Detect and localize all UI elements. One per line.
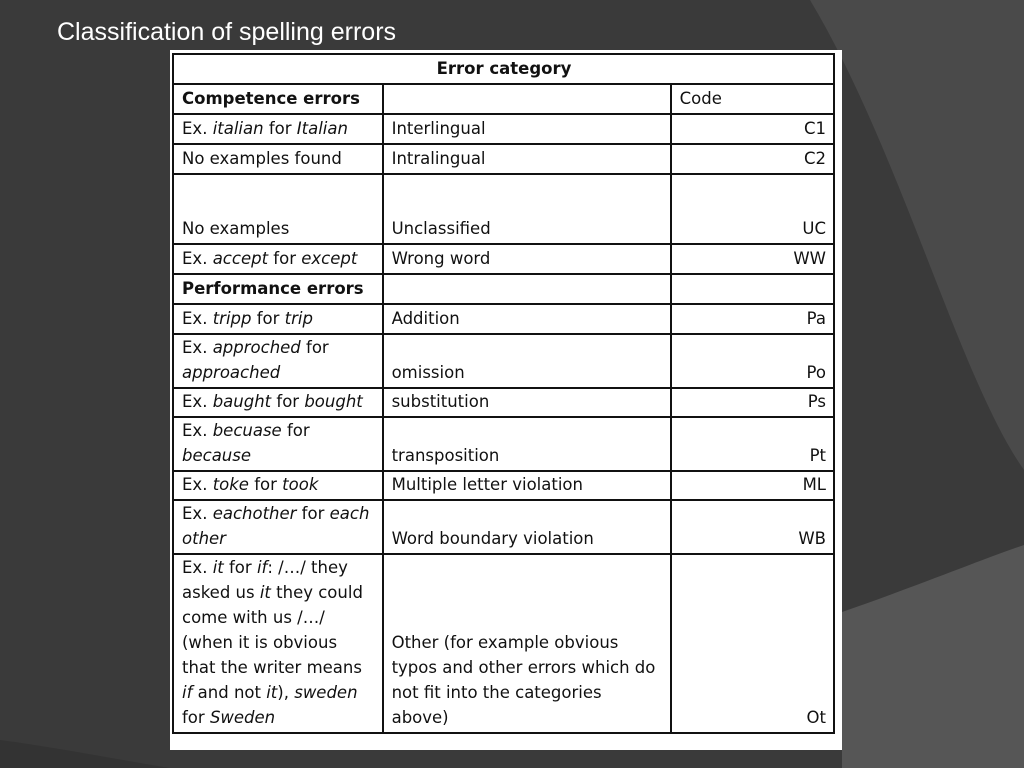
error-classification-table (172, 53, 835, 734)
table-row (173, 417, 834, 471)
example-text: for (268, 249, 302, 268)
example-cell (173, 417, 383, 471)
example-word: it (259, 583, 271, 602)
example-word: it (266, 683, 278, 702)
code-cell: UC (671, 174, 834, 244)
slide-title: Classification of spelling errors (57, 18, 397, 46)
example-word: toke (212, 475, 249, 494)
example-text: for (300, 338, 329, 357)
category-cell: Multiple letter violation (383, 471, 671, 500)
example-word: baught (212, 392, 272, 411)
code-cell: C2 (671, 144, 834, 174)
example-cell (173, 334, 383, 388)
example-text: Ex. (182, 309, 213, 328)
example-word: approched (212, 338, 301, 357)
example-word: approached (182, 363, 281, 382)
code-cell: Pa (671, 304, 834, 334)
example-text: Ex. (182, 421, 213, 440)
example-text: for (248, 475, 283, 494)
example-text: Ex. (182, 249, 213, 268)
example-word: if (256, 558, 268, 577)
example-text: Ex. (182, 392, 213, 411)
example-text: Ex. (182, 504, 213, 523)
code-header: Code (671, 84, 834, 114)
performance-section-row (173, 274, 834, 304)
table-row (173, 554, 834, 733)
performance-section-label: Performance errors (173, 274, 383, 304)
example-cell (173, 304, 383, 334)
code-cell: Po (671, 334, 834, 388)
example-word: sweden (294, 683, 358, 702)
example-text: Ex. (182, 119, 213, 138)
example-text: No examples (182, 219, 290, 238)
example-text: for (296, 504, 330, 523)
table-header-row (173, 54, 834, 84)
table-row (173, 174, 834, 244)
example-cell (173, 554, 383, 733)
example-cell (173, 388, 383, 417)
example-word: except (301, 249, 358, 268)
table-row (173, 334, 834, 388)
category-cell: Intralingual (383, 144, 671, 174)
example-word: took (282, 475, 319, 494)
competence-rows (173, 114, 834, 274)
competence-section-label: Competence errors (173, 84, 383, 114)
example-word: because (182, 446, 252, 465)
example-word: italian (212, 119, 264, 138)
example-word: Italian (296, 119, 348, 138)
example-text: for (223, 558, 257, 577)
code-cell: Ps (671, 388, 834, 417)
table-row (173, 114, 834, 144)
category-cell: omission (383, 334, 671, 388)
example-text: for (182, 708, 210, 727)
code-cell: Pt (671, 417, 834, 471)
example-word: becuase (212, 421, 282, 440)
code-cell: ML (671, 471, 834, 500)
example-text: Ex. (182, 338, 213, 357)
example-cell (173, 144, 383, 174)
example-text: : /…/ they asked us (182, 558, 348, 602)
code-cell: C1 (671, 114, 834, 144)
table-row (173, 388, 834, 417)
table-row (173, 244, 834, 274)
example-word: trip (284, 309, 313, 328)
example-text: they could come with us /…/ (when it is obvious that the writer means (182, 583, 363, 677)
example-text: for (271, 392, 305, 411)
table-row (173, 144, 834, 174)
example-cell (173, 500, 383, 554)
table-row (173, 500, 834, 554)
example-word: tripp (212, 309, 252, 328)
example-cell (173, 244, 383, 274)
table-header: Error category (173, 54, 834, 84)
table-row (173, 304, 834, 334)
table-sheet (170, 50, 842, 750)
competence-section-row (173, 84, 834, 114)
example-cell (173, 174, 383, 244)
category-cell: Word boundary violation (383, 500, 671, 554)
example-cell (173, 471, 383, 500)
example-word: it (212, 558, 224, 577)
example-word: if (182, 683, 193, 702)
example-word: each other (182, 504, 370, 548)
category-cell: Other (for example obvious typos and other errors which do not fit into the categories above) (383, 554, 671, 733)
example-text: Ex. (182, 475, 213, 494)
example-word: bought (304, 392, 363, 411)
empty-cell (671, 274, 834, 304)
category-cell: Wrong word (383, 244, 671, 274)
code-cell: WW (671, 244, 834, 274)
empty-cell (383, 84, 671, 114)
category-cell: transposition (383, 417, 671, 471)
category-cell: Unclassified (383, 174, 671, 244)
category-cell: Interlingual (383, 114, 671, 144)
example-text: Ex. (182, 558, 213, 577)
performance-rows (173, 304, 834, 733)
example-text: ), (277, 683, 295, 702)
example-text: and not (192, 683, 267, 702)
category-cell: Addition (383, 304, 671, 334)
example-text: for (251, 309, 285, 328)
table-row (173, 471, 834, 500)
example-word: Sweden (209, 708, 276, 727)
example-word: accept (212, 249, 269, 268)
example-text: No examples found (182, 149, 342, 168)
code-cell: WB (671, 500, 834, 554)
empty-cell (383, 274, 671, 304)
code-cell: Ot (671, 554, 834, 733)
example-text: for (263, 119, 297, 138)
example-word: eachother (212, 504, 297, 523)
category-cell: substitution (383, 388, 671, 417)
example-cell (173, 114, 383, 144)
example-text: for (281, 421, 310, 440)
